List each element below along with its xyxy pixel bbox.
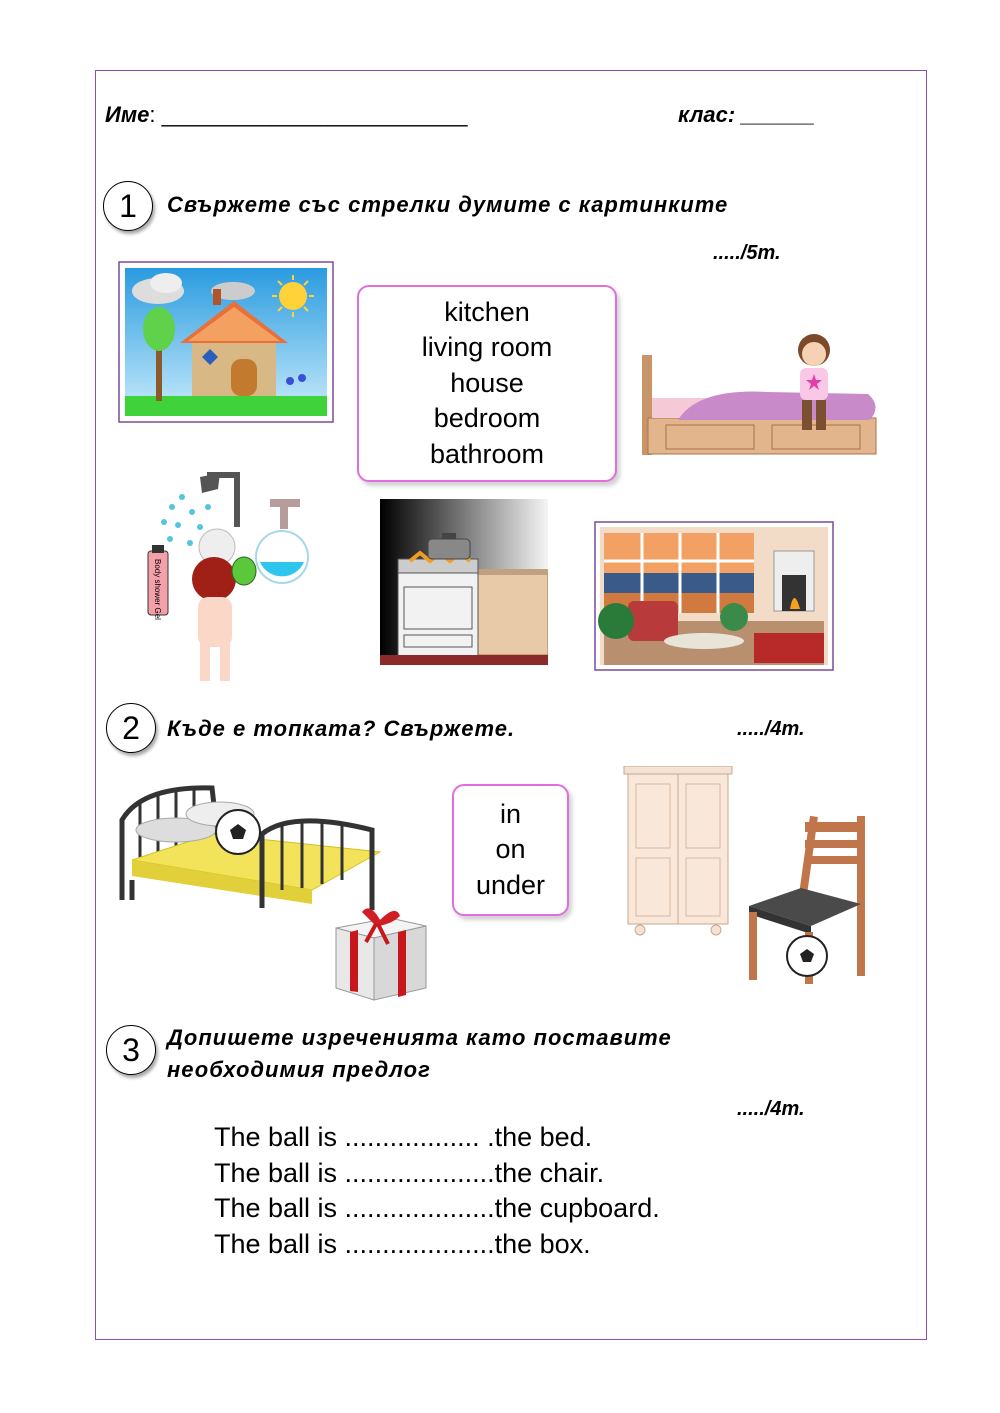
task1-word-box xyxy=(357,285,617,482)
task3-instruction-line2: необходимия предлог xyxy=(167,1057,431,1082)
sentence-box[interactable]: The ball is ....................the box. xyxy=(214,1228,591,1259)
kitchen-picture[interactable] xyxy=(380,499,548,665)
shower-gel-label: Body shower Gel xyxy=(153,559,162,620)
name-field: Име: _________________________ xyxy=(105,102,468,127)
sentence-chair[interactable]: The ball is ....................the chair. xyxy=(214,1157,605,1188)
living-room-picture[interactable] xyxy=(594,521,834,671)
task2-word-box xyxy=(452,784,569,916)
word-kitchen[interactable]: kitchen xyxy=(444,296,530,327)
cupboard-picture[interactable] xyxy=(622,766,734,936)
word-under[interactable]: under xyxy=(475,869,546,900)
task3-number: 3 xyxy=(106,1025,156,1075)
word-in[interactable]: in xyxy=(499,798,521,829)
task2-instruction: Къде е топката? Свържете. xyxy=(167,716,516,741)
word-living-room[interactable]: living room xyxy=(421,332,553,363)
gift-box-picture[interactable] xyxy=(330,902,430,1004)
bed-picture[interactable] xyxy=(112,780,386,920)
task1-number: 1 xyxy=(103,181,153,231)
sentence-cupboard[interactable]: The ball is ....................the cupboard. xyxy=(214,1193,660,1223)
task1-score: ...../5т. xyxy=(713,242,781,264)
task3-instruction-line1: Допишете изреченията като поставите xyxy=(167,1025,672,1050)
chair-picture[interactable] xyxy=(745,812,870,984)
task2-score: ...../4т. xyxy=(737,718,805,740)
bedroom-picture[interactable] xyxy=(638,330,883,460)
word-on[interactable]: on xyxy=(495,834,526,865)
word-bathroom[interactable]: bathroom xyxy=(429,438,545,469)
sentence-bed[interactable]: The ball is .................. .the bed. xyxy=(214,1122,593,1152)
word-house[interactable]: house xyxy=(450,367,524,398)
task3-sentences xyxy=(214,1120,660,1262)
task2-number: 2 xyxy=(106,703,156,753)
task1-instruction: Свържете със стрелки думите с картинките xyxy=(167,192,729,217)
bathroom-picture[interactable] xyxy=(142,467,312,685)
word-bedroom[interactable]: bedroom xyxy=(433,403,541,434)
house-picture[interactable] xyxy=(118,261,334,423)
class-field: клас: ______ xyxy=(678,102,815,127)
task3-score: ...../4т. xyxy=(737,1098,805,1120)
